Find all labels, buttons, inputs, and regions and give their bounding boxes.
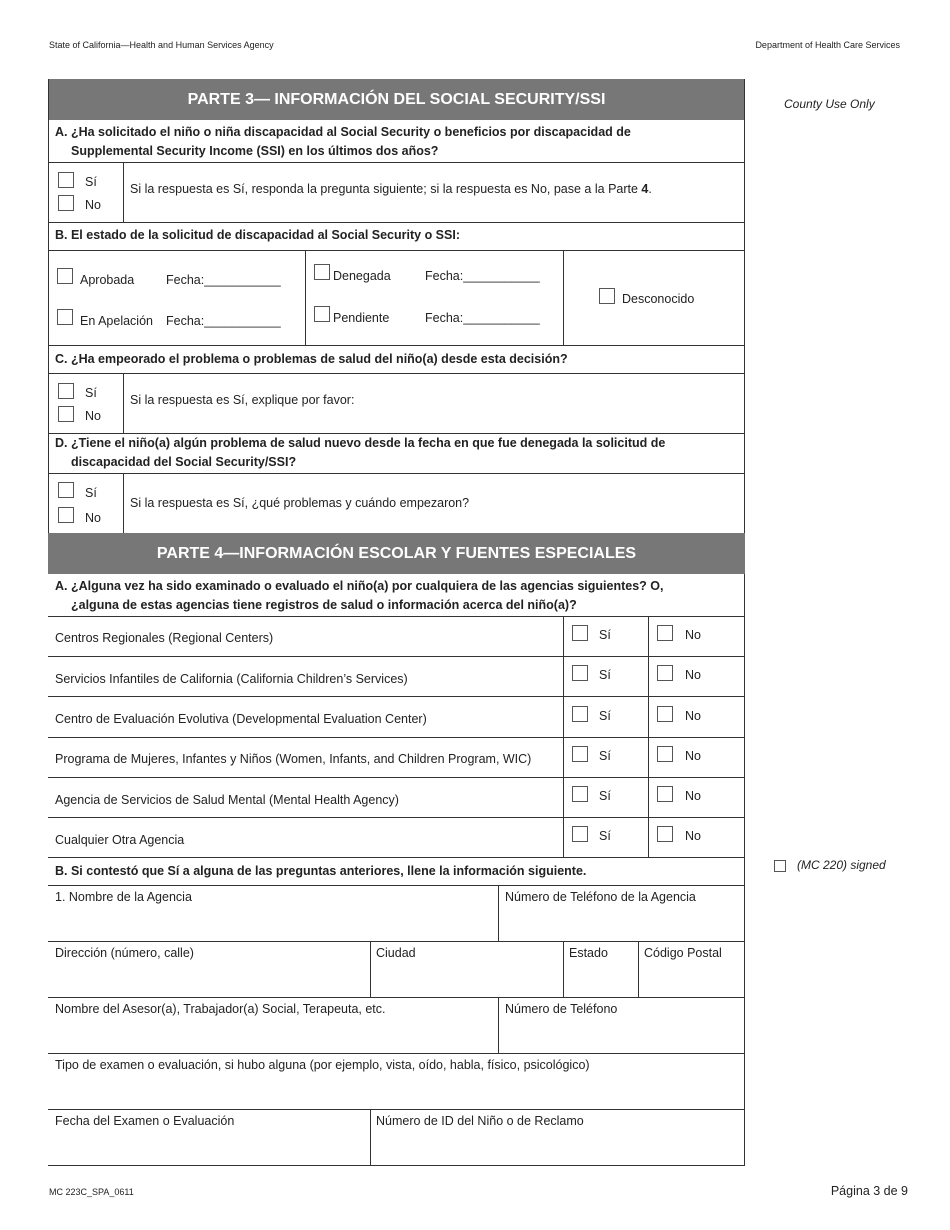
agency-yes-label: Sí (599, 789, 611, 803)
desconocido-label: Desconocido (622, 292, 695, 306)
divider (48, 857, 745, 858)
p3d-instruction: Si la respuesta es Sí, ¿qué problemas y cuándo empezaron? (130, 496, 470, 510)
part3-question-d: D. ¿Tiene el niño(a) algún problema de salud nuevo desde la fecha en que fue denegada la solicitud de discapacidad del Social Security/SSI? (55, 436, 666, 469)
part4-question-b: B. Si contestó que Sí a alguna de las preguntas anteriores, llene la información siguiente. (55, 864, 587, 878)
agency-no-checkbox[interactable] (657, 705, 673, 723)
divider (563, 941, 564, 997)
state-field[interactable]: Estado (569, 946, 608, 960)
divider (48, 656, 745, 657)
agency-yes-checkbox[interactable] (572, 825, 588, 843)
divider (48, 222, 745, 223)
divider (498, 997, 499, 1053)
divider (305, 250, 306, 345)
divider (48, 885, 745, 886)
divider (744, 574, 745, 1166)
p3c-instruction: Si la respuesta es Sí, explique por favor: (130, 393, 355, 407)
zip-field[interactable]: Código Postal (644, 946, 722, 960)
p3c-yes-label: Sí (85, 386, 97, 400)
p3d-no-checkbox[interactable] (58, 506, 74, 524)
child-id-field[interactable]: Número de ID del Niño o de Reclamo (376, 1114, 584, 1128)
agency-no-checkbox[interactable] (657, 785, 673, 803)
agency-yes-checkbox[interactable] (572, 785, 588, 803)
exam-date-field[interactable]: Fecha del Examen o Evaluación (55, 1114, 235, 1128)
agency-phone-field[interactable]: Número de Teléfono de la Agencia (505, 890, 696, 904)
divider (123, 162, 124, 222)
agency-yes-checkbox[interactable] (572, 624, 588, 642)
part3-question-c: C. ¿Ha empeorado el problema o problemas de salud del niño(a) desde esta decisión? (55, 352, 568, 366)
divider (498, 885, 499, 941)
phone-field[interactable]: Número de Teléfono (505, 1002, 618, 1016)
divider (48, 616, 745, 617)
divider (563, 250, 564, 345)
en-apelacion-label: En Apelación (80, 314, 153, 328)
agency-yes-label: Sí (599, 749, 611, 763)
part3-question-b: B. El estado de la solicitud de discapacidad al Social Security o SSI: (55, 228, 460, 242)
agency-row-label: Centro de Evaluación Evolutiva (Developmental Evaluation Center) (55, 712, 427, 726)
agency-yes-label: Sí (599, 829, 611, 843)
agency-row-label: Cualquier Otra Agencia (55, 833, 185, 847)
pendiente-label: Pendiente (333, 311, 390, 325)
agency-no-label: No (685, 789, 701, 803)
agency-row-label: Agencia de Servicios de Salud Mental (Mental Health Agency) (55, 793, 399, 807)
agency-no-checkbox[interactable] (657, 624, 673, 642)
divider (48, 162, 745, 163)
agency-row-label: Programa de Mujeres, Infantes y Niños (Women, Infants, and Children Program, WIC) (55, 752, 532, 766)
agency-no-label: No (685, 628, 701, 642)
agency-yes-checkbox[interactable] (572, 664, 588, 682)
divider (48, 941, 745, 942)
divider (48, 1109, 745, 1110)
p3a-no-label: No (85, 198, 101, 212)
agency-row-label: Centros Regionales (Regional Centers) (55, 631, 274, 645)
p3d-no-label: No (85, 511, 101, 525)
divider (638, 941, 639, 997)
part3-title: PARTE 3— INFORMACIÓN DEL SOCIAL SECURITY/SSI (48, 79, 745, 120)
header-department: Department of Health Care Services (755, 40, 900, 50)
p3a-yes-label: Sí (85, 175, 97, 189)
agency-no-checkbox[interactable] (657, 745, 673, 763)
desconocido-checkbox[interactable] (599, 287, 615, 305)
agency-yes-label: Sí (599, 709, 611, 723)
agency-yes-label: Sí (599, 668, 611, 682)
agency-row-label: Servicios Infantiles de California (California Children’s Services) (55, 672, 408, 686)
denegada-checkbox[interactable] (314, 263, 330, 281)
agency-no-label: No (685, 749, 701, 763)
divider (123, 373, 124, 433)
page-number: Página 3 de 9 (830, 1184, 908, 1198)
en-apelacion-date-field[interactable]: Fecha:___________ (166, 314, 281, 328)
divider (48, 79, 49, 534)
mc220-checkbox[interactable] (774, 857, 786, 875)
header-agency: State of California—Health and Human Services Agency (49, 40, 274, 50)
pendiente-date-field[interactable]: Fecha:___________ (425, 311, 540, 325)
part3-question-a: A. ¿Ha solicitado el niño o niña discapacidad al Social Security o beneficios por discapacidad de Supplemental Security Income (SSI) en los últimos dos años? (55, 125, 631, 158)
aprobada-checkbox[interactable] (57, 267, 73, 285)
divider (744, 79, 745, 534)
divider (48, 473, 745, 474)
p3c-yes-checkbox[interactable] (58, 382, 74, 400)
divider (48, 997, 745, 998)
divider (48, 250, 745, 251)
divider (370, 1109, 371, 1165)
divider (48, 777, 745, 778)
denegada-label: Denegada (333, 269, 391, 283)
aprobada-date-field[interactable]: Fecha:___________ (166, 273, 281, 287)
form-id: MC 223C_SPA_0611 (49, 1187, 134, 1197)
agency-no-label: No (685, 668, 701, 682)
en-apelacion-checkbox[interactable] (57, 308, 73, 326)
part4-question-a: A. ¿Alguna vez ha sido examinado o evaluado el niño(a) por cualquiera de las agencias siguientes? O, ¿alguna de estas agencias tiene registros de salud o información acerca del niño(a)? (55, 579, 664, 612)
agency-yes-label: Sí (599, 628, 611, 642)
mc220-label: (MC 220) signed (797, 858, 886, 872)
denegada-date-field[interactable]: Fecha:___________ (425, 269, 540, 283)
city-field[interactable]: Ciudad (376, 946, 416, 960)
agency-yes-checkbox[interactable] (572, 705, 588, 723)
divider (48, 817, 745, 818)
pendiente-checkbox[interactable] (314, 305, 330, 323)
address-field[interactable]: Dirección (número, calle) (55, 946, 194, 960)
p3c-no-checkbox[interactable] (58, 405, 74, 423)
part4-title: PARTE 4—INFORMACIÓN ESCOLAR Y FUENTES ESPECIALES (48, 533, 745, 574)
p3d-yes-label: Sí (85, 486, 97, 500)
divider (48, 1053, 745, 1054)
p3a-no-checkbox[interactable] (58, 194, 74, 212)
counselor-name-field[interactable]: Nombre del Asesor(a), Trabajador(a) Social, Terapeuta, etc. (55, 1002, 386, 1016)
p3a-yes-checkbox[interactable] (58, 171, 74, 189)
exam-type-field[interactable]: Tipo de examen o evaluación, si hubo alguna (por ejemplo, vista, oído, habla, físico, psicológico) (55, 1058, 590, 1072)
p3d-yes-checkbox[interactable] (58, 481, 74, 499)
divider (48, 373, 745, 374)
divider (48, 737, 745, 738)
agency-name-field[interactable]: 1. Nombre de la Agencia (55, 890, 192, 904)
divider (48, 1165, 745, 1166)
agency-no-label: No (685, 709, 701, 723)
agency-no-checkbox[interactable] (657, 825, 673, 843)
agency-no-checkbox[interactable] (657, 664, 673, 682)
divider (48, 345, 745, 346)
aprobada-label: Aprobada (80, 273, 135, 287)
p3a-instruction: Si la respuesta es Sí, responda la pregunta siguiente; si la respuesta es No, pase a la Parte 4. (130, 182, 652, 196)
county-use-label: County Use Only (784, 97, 875, 111)
agency-yes-checkbox[interactable] (572, 745, 588, 763)
agency-no-label: No (685, 829, 701, 843)
p3c-no-label: No (85, 409, 101, 423)
divider (123, 473, 124, 533)
divider (370, 941, 371, 997)
divider (48, 696, 745, 697)
